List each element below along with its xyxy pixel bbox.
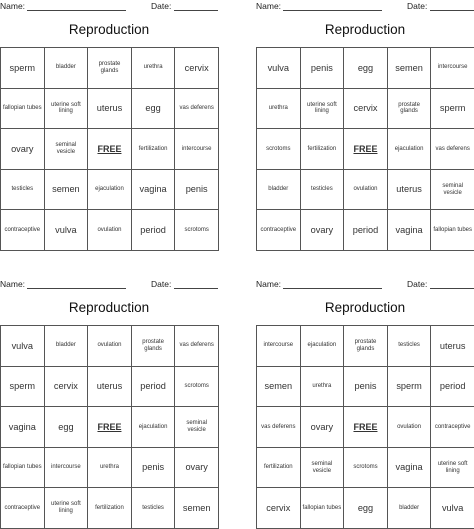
bingo-cell[interactable]	[257, 129, 301, 170]
cell-term: vas deferens	[435, 145, 470, 152]
cell-term: ovary	[185, 462, 208, 473]
bingo-cell[interactable]	[431, 89, 474, 130]
cell-term: ejaculation	[95, 186, 124, 193]
cell-term: semen	[395, 62, 423, 73]
cell-term: period	[439, 381, 466, 392]
cell-term: egg	[58, 421, 74, 432]
bingo-grid	[0, 325, 219, 529]
cell-term: scrotoms	[184, 382, 209, 389]
card-header	[0, 0, 218, 12]
bingo-cell[interactable]	[388, 48, 432, 89]
cell-term: cervix	[184, 62, 209, 73]
cell-term: vulva	[441, 502, 464, 513]
cell-term: cervix	[53, 381, 78, 392]
bingo-cell[interactable]	[175, 48, 219, 89]
bingo-cell[interactable]	[175, 89, 219, 130]
bingo-cell[interactable]	[301, 89, 345, 130]
bingo-cell[interactable]	[45, 89, 89, 130]
cell-term: fallopian tubes	[2, 464, 42, 471]
cell-term: bladder	[55, 64, 76, 71]
bingo-cell[interactable]	[344, 170, 388, 211]
bingo-cell[interactable]	[132, 170, 176, 211]
card-header	[0, 278, 218, 290]
cell-term: egg	[145, 103, 161, 114]
bingo-cell[interactable]	[301, 326, 345, 367]
bingo-cell[interactable]	[344, 367, 388, 408]
bingo-cell[interactable]	[45, 326, 89, 367]
cell-term: sperm	[396, 381, 422, 392]
cell-term: intercourse	[51, 464, 81, 471]
cell-term: urethra	[312, 382, 332, 389]
cell-term: egg	[357, 502, 374, 513]
cell-term: bladder	[268, 186, 289, 193]
cell-term: contraceptive	[260, 226, 297, 233]
date-label: Date:	[151, 1, 172, 11]
bingo-cell[interactable]	[257, 89, 301, 130]
cell-term: prostate glands	[354, 338, 377, 352]
bingo-cell[interactable]	[344, 89, 388, 130]
bingo-cell[interactable]	[132, 407, 176, 448]
cell-term: prostate glands	[398, 101, 420, 115]
bingo-cell[interactable]	[45, 448, 89, 489]
bingo-cell[interactable]	[175, 210, 219, 251]
cell-term: uterine soft lining	[437, 460, 468, 474]
cell-term: prostate glands	[98, 60, 121, 74]
date-label: Date:	[407, 1, 428, 11]
cell-term: seminal vesicle	[311, 460, 333, 474]
cell-term: ovary	[310, 421, 334, 432]
bingo-cell[interactable]	[257, 170, 301, 211]
cell-term: uterine soft lining	[51, 101, 81, 115]
bingo-cell[interactable]	[1, 326, 45, 367]
cell-term: cervix	[353, 103, 378, 114]
cell-term: ejaculation	[307, 342, 337, 349]
bingo-cell[interactable]	[132, 488, 176, 529]
cell-term: contraceptive	[434, 423, 471, 430]
bingo-cell[interactable]	[344, 326, 388, 367]
cell-term: scrotoms	[266, 145, 291, 152]
cell-term: uterine soft lining	[51, 501, 81, 515]
bingo-cell[interactable]	[431, 170, 474, 211]
bingo-cell[interactable]	[1, 170, 45, 211]
bingo-cell[interactable]	[301, 170, 345, 211]
bingo-cell[interactable]	[257, 48, 301, 89]
card-title: Reproduction	[324, 22, 406, 37]
bingo-cell[interactable]	[301, 488, 345, 529]
bingo-cell[interactable]	[388, 89, 432, 130]
cell-term: uterus	[439, 340, 466, 351]
bingo-cell[interactable]	[1, 210, 45, 251]
cell-term: cervix	[266, 502, 291, 513]
bingo-cell[interactable]	[1, 407, 45, 448]
cell-term: penis	[142, 462, 165, 473]
bingo-cell[interactable]	[45, 170, 89, 211]
bingo-cell[interactable]	[431, 326, 474, 367]
card-title: Reproduction	[324, 300, 406, 315]
bingo-cell[interactable]	[301, 407, 345, 448]
cell-term: bladder	[55, 342, 76, 349]
bingo-cell[interactable]	[388, 448, 432, 489]
cell-term: vas deferens	[261, 423, 296, 430]
bingo-cell[interactable]	[388, 170, 432, 211]
bingo-cell[interactable]	[45, 488, 89, 529]
bingo-cell[interactable]	[1, 129, 45, 170]
cell-term: testicles	[311, 186, 333, 193]
cell-term: period	[352, 224, 379, 235]
cell-term: prostate glands	[142, 338, 164, 352]
bingo-cell[interactable]	[132, 326, 176, 367]
bingo-cell[interactable]	[175, 407, 219, 448]
cell-term: fertilization	[138, 145, 168, 152]
bingo-cell[interactable]	[257, 326, 301, 367]
cell-term: intercourse	[181, 145, 212, 152]
cell-term: vulva	[267, 62, 290, 73]
bingo-grid	[0, 47, 219, 251]
cell-term: penis	[185, 184, 208, 195]
bingo-cell[interactable]	[301, 210, 345, 251]
bingo-grid	[256, 47, 474, 251]
cell-term: vagina	[395, 462, 423, 473]
cell-term: seminal vesicle	[442, 182, 464, 196]
bingo-cell[interactable]	[388, 129, 432, 170]
cell-term: vagina	[395, 224, 423, 235]
cell-term: seminal vesicle	[186, 420, 208, 433]
bingo-cell[interactable]	[1, 48, 45, 89]
bingo-cell[interactable]	[431, 210, 474, 251]
card-title: Reproduction	[68, 22, 150, 37]
cell-term: ovulation	[97, 342, 122, 349]
cell-term: contraceptive	[4, 504, 41, 511]
cell-term: vagina	[8, 421, 36, 432]
free-space-cell[interactable]	[344, 129, 388, 170]
cell-term: vas deferens	[179, 342, 214, 349]
free-space-cell[interactable]	[88, 129, 132, 170]
bingo-cell[interactable]	[88, 210, 132, 251]
date-label: Date:	[151, 279, 172, 289]
cell-term: vas deferens	[179, 104, 214, 111]
cell-term: semen	[264, 381, 293, 392]
bingo-cell[interactable]	[88, 367, 132, 408]
cell-term: ovulation	[397, 423, 422, 430]
date-blank-line[interactable]	[430, 288, 474, 289]
free-space-label: FREE	[97, 421, 122, 432]
bingo-cell[interactable]	[257, 448, 301, 489]
bingo-cell[interactable]	[344, 210, 388, 251]
name-label: Name:	[0, 1, 26, 11]
cell-term: uterus	[96, 381, 123, 392]
free-space-cell[interactable]	[88, 407, 132, 448]
cell-term: seminal vesicle	[55, 142, 77, 155]
cell-term: sperm	[439, 103, 466, 114]
bingo-cell[interactable]	[132, 89, 176, 130]
name-blank-line[interactable]	[283, 10, 382, 11]
bingo-cell[interactable]	[257, 488, 301, 529]
bingo-cell[interactable]	[132, 367, 176, 408]
bingo-cell[interactable]	[1, 89, 45, 130]
bingo-cell[interactable]	[88, 89, 132, 130]
bingo-cell[interactable]	[175, 170, 219, 211]
cell-term: urethra	[99, 464, 119, 471]
bingo-cell[interactable]	[1, 488, 45, 529]
cell-term: intercourse	[437, 64, 468, 71]
bingo-cell[interactable]	[388, 210, 432, 251]
bingo-cell[interactable]	[257, 407, 301, 448]
cell-term: uterus	[396, 184, 422, 195]
bingo-cell[interactable]	[45, 367, 89, 408]
bingo-cell[interactable]	[45, 48, 89, 89]
cell-term: semen	[182, 502, 211, 513]
bingo-cell[interactable]	[431, 488, 474, 529]
bingo-cell[interactable]	[88, 326, 132, 367]
bingo-cell[interactable]	[175, 326, 219, 367]
bingo-cell[interactable]	[175, 367, 219, 408]
bingo-cell[interactable]	[1, 367, 45, 408]
name-label: Name:	[256, 279, 282, 289]
cell-term: urethra	[143, 64, 163, 71]
cell-term: sperm	[9, 381, 36, 392]
cell-term: ovulation	[97, 226, 122, 233]
cell-term: ejaculation	[394, 145, 424, 152]
name-label: Name:	[256, 1, 282, 11]
name-blank-line[interactable]	[27, 288, 126, 289]
bingo-cell[interactable]	[88, 448, 132, 489]
bingo-cell[interactable]	[175, 129, 219, 170]
free-space-cell[interactable]	[344, 407, 388, 448]
date-blank-line[interactable]	[174, 10, 218, 11]
bingo-cell[interactable]	[175, 448, 219, 489]
cell-term: uterine soft lining	[307, 101, 337, 115]
date-label: Date:	[407, 279, 428, 289]
bingo-cell[interactable]	[88, 48, 132, 89]
cell-term: intercourse	[263, 342, 294, 349]
cell-term: egg	[357, 62, 374, 73]
bingo-cell[interactable]	[431, 129, 474, 170]
cell-term: fertilization	[263, 464, 293, 471]
bingo-cell[interactable]	[257, 367, 301, 408]
cell-term: fallopian tubes	[302, 504, 342, 511]
cell-term: ovary	[310, 224, 334, 235]
bingo-cell[interactable]	[45, 129, 89, 170]
bingo-cell[interactable]	[388, 326, 432, 367]
bingo-cell[interactable]	[132, 129, 176, 170]
cell-term: penis	[310, 62, 333, 73]
bingo-cell[interactable]	[257, 210, 301, 251]
card-header	[256, 0, 474, 12]
bingo-cell[interactable]	[388, 367, 432, 408]
bingo-cell[interactable]	[301, 129, 345, 170]
bingo-cell[interactable]	[301, 448, 345, 489]
cell-term: bladder	[399, 504, 420, 511]
cell-term: sperm	[9, 62, 36, 73]
bingo-cell[interactable]	[388, 407, 432, 448]
bingo-cell[interactable]	[431, 407, 474, 448]
bingo-cell[interactable]	[388, 488, 432, 529]
free-space-label: FREE	[353, 421, 378, 432]
bingo-cell[interactable]	[132, 448, 176, 489]
cell-term: fertilization	[307, 145, 337, 152]
bingo-cell[interactable]	[132, 210, 176, 251]
cell-term: vagina	[139, 184, 167, 195]
cell-term: urethra	[268, 104, 288, 111]
cell-term: penis	[354, 381, 377, 392]
card-title: Reproduction	[68, 300, 150, 315]
cell-term: contraceptive	[4, 226, 41, 233]
bingo-cell[interactable]	[175, 488, 219, 529]
cell-term: semen	[52, 184, 80, 195]
cell-term: testicles	[398, 342, 420, 349]
name-label: Name:	[0, 279, 26, 289]
bingo-cell[interactable]	[88, 488, 132, 529]
cell-term: vulva	[11, 340, 34, 351]
cell-term: vulva	[55, 224, 77, 235]
bingo-cell[interactable]	[45, 210, 89, 251]
card-header	[256, 278, 474, 290]
bingo-cell[interactable]	[431, 48, 474, 89]
date-blank-line[interactable]	[430, 10, 474, 11]
cell-term: testicles	[142, 504, 164, 511]
cell-term: fertilization	[95, 504, 124, 511]
bingo-grid	[256, 325, 474, 529]
free-space-label: FREE	[97, 143, 122, 154]
cell-term: scrotoms	[353, 464, 378, 471]
bingo-cell[interactable]	[344, 48, 388, 89]
bingo-cell[interactable]	[45, 407, 89, 448]
date-blank-line[interactable]	[174, 288, 218, 289]
free-space-label: FREE	[353, 143, 378, 154]
bingo-cell[interactable]	[431, 448, 474, 489]
bingo-cell[interactable]	[344, 488, 388, 529]
name-blank-line[interactable]	[27, 10, 126, 11]
cell-term: testicles	[11, 186, 34, 193]
bingo-cell[interactable]	[431, 367, 474, 408]
cell-term: fallopian tubes	[433, 226, 473, 233]
cell-term: ovary	[11, 143, 34, 154]
cell-term: period	[140, 381, 166, 392]
cell-term: scrotoms	[184, 226, 209, 233]
bingo-cell[interactable]	[132, 48, 176, 89]
cell-term: ovulation	[353, 186, 378, 193]
cell-term: fallopian tubes	[2, 104, 42, 111]
cell-term: period	[140, 224, 166, 235]
bingo-cell[interactable]	[88, 170, 132, 211]
bingo-cell[interactable]	[301, 48, 345, 89]
name-blank-line[interactable]	[283, 288, 382, 289]
bingo-cell[interactable]	[344, 448, 388, 489]
cell-term: ejaculation	[138, 423, 168, 430]
cell-term: uterus	[96, 103, 123, 114]
bingo-cell[interactable]	[1, 448, 45, 489]
bingo-cell[interactable]	[301, 367, 345, 408]
